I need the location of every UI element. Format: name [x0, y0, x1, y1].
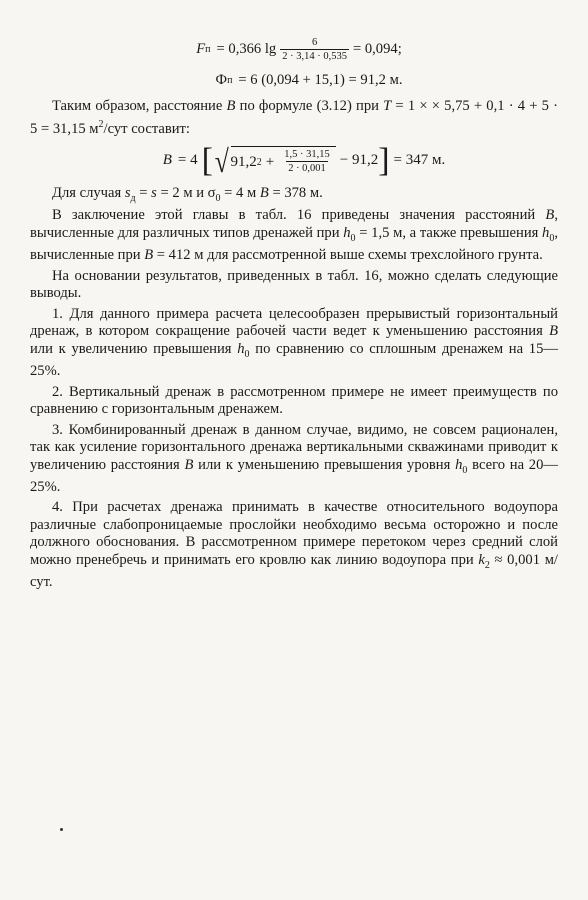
eq3-numerator: 1,5 · 31,15	[284, 149, 330, 161]
eq1-lhs-sub: п	[205, 44, 211, 56]
scan-speck	[60, 828, 63, 831]
eq1-numerator: 6	[311, 37, 318, 48]
eq2-rhs: = 6 (0,094 + 15,1) = 91,2 м.	[238, 72, 403, 89]
var-h: h	[455, 456, 463, 473]
var-B: B	[545, 207, 555, 224]
text: Таким образом, расстояние	[52, 98, 227, 114]
text: = 4 м	[220, 184, 260, 201]
var-T: T	[383, 98, 392, 114]
subscript: 2	[484, 559, 490, 571]
eq3-fraction	[282, 149, 332, 175]
equation-distance-B	[50, 141, 558, 181]
text: или к увеличению превышения	[30, 340, 238, 357]
var-h: h	[343, 224, 351, 241]
text: , вычисленные при	[30, 224, 558, 264]
text: , вычисленные для различных типов дренажей при	[30, 207, 558, 241]
eq3-post: = 347 м.	[393, 152, 446, 169]
eq1-denominator: 2 · 3,14 · 0,535	[282, 51, 347, 62]
eq3-base: 91,2	[230, 153, 257, 170]
text: /сут составит:	[103, 120, 190, 137]
text: =	[135, 184, 152, 201]
eq1-lhs: F	[196, 41, 206, 58]
paragraph-case	[30, 185, 558, 207]
paragraph-findings-intro: На основании результатов, приведенных в табл. 16, можно сделать следующие выводы.	[30, 267, 558, 302]
text: по сравнению со сплошным дренажем на 15—25%.	[30, 340, 558, 380]
text: = 412 м для рассмотренной выше схемы трехслойного грунта.	[153, 247, 543, 264]
var-B: B	[184, 456, 194, 473]
finding-4	[30, 499, 558, 591]
subscript: 0	[462, 464, 468, 476]
var-k: k	[478, 551, 485, 568]
document-page	[30, 30, 558, 592]
equation-phi	[60, 70, 558, 92]
eq3-denominator: 2 · 0,001	[288, 163, 326, 175]
eq3-pre: = 4	[177, 152, 198, 169]
eq3-sup: 2	[256, 156, 262, 168]
radical-sign-icon: √	[214, 142, 229, 179]
right-bracket: ]	[378, 141, 390, 179]
subscript: д	[130, 192, 136, 204]
text: = 1,5 м, а также превышения	[355, 224, 543, 241]
radicand	[231, 146, 336, 175]
paragraph-distance-intro	[30, 98, 558, 138]
superscript: 2	[98, 118, 104, 130]
square-root	[213, 142, 336, 179]
eq3-minus: − 91,2	[339, 152, 379, 169]
finding-1	[30, 306, 558, 381]
text: 3. Комбинированный дренаж в данном случае, видимо, не совсем рационален, так как усиление горизонтального дренажа вертикальными скважинами приводит к увеличению расстояния	[30, 421, 558, 473]
equation-filtration-resistance	[40, 30, 558, 70]
text: = 2 м и σ	[156, 184, 216, 201]
paragraph-conclusion	[30, 207, 558, 264]
text: 4. При расчетах дренажа принимать в качестве относительного водоупора различные слабопроницаемые прослойки необходимо весьма осторожно и после должного обоснования. В рассмотренном примере перетоком через средний слой можно пренебречь и принимать его кровлю как линию водоупора при	[30, 499, 558, 568]
eq3-plus: +	[265, 153, 275, 170]
var-B: B	[259, 184, 269, 201]
finding-3	[30, 422, 558, 497]
text: 1. Для данного примера расчета целесообразен прерывистый горизонтальный дренаж, в котором сокращение рабочей части ведет к уменьшению расстояния	[30, 305, 558, 340]
left-bracket: [	[201, 141, 213, 179]
finding-2: 2. Вертикальный дренаж в рассмотренном примере не имеет преимуществ по сравнению с горизонтальным дренажем.	[30, 383, 558, 418]
text: ≈ 0,001 м/сут.	[30, 551, 558, 591]
subscript: 0	[549, 232, 555, 244]
text: всего на 20—25%.	[30, 456, 558, 495]
subscript: 0	[215, 192, 221, 204]
var-s: s	[124, 184, 131, 201]
text: по формуле (3.12) при	[235, 98, 384, 114]
var-B: B	[144, 247, 154, 264]
text: = 378 м.	[268, 184, 323, 201]
var-B: B	[549, 323, 558, 340]
eq1-post: = 0,094;	[352, 41, 402, 58]
text: В заключение этой главы в табл. 16 приведены значения расстояний	[52, 207, 546, 224]
eq2-lhs: Ф	[215, 72, 228, 89]
var-h: h	[542, 224, 550, 241]
text: или к уменьшению превышения уровня	[193, 456, 456, 473]
text: Для случая	[52, 184, 125, 201]
var-h: h	[237, 340, 245, 357]
var-s: s	[151, 184, 157, 201]
eq3-lhs: B	[162, 152, 172, 169]
eq1-pre: = 0,366 lg	[216, 41, 277, 58]
var-B: B	[226, 98, 236, 114]
subscript: 0	[350, 232, 356, 244]
eq2-lhs-sub: п	[227, 75, 233, 87]
eq1-fraction	[280, 37, 349, 63]
subscript: 0	[244, 348, 250, 360]
text: = 1 × × 5,75 + 0,1 · 4 + 5 · 5 = 31,15 м	[30, 98, 558, 137]
